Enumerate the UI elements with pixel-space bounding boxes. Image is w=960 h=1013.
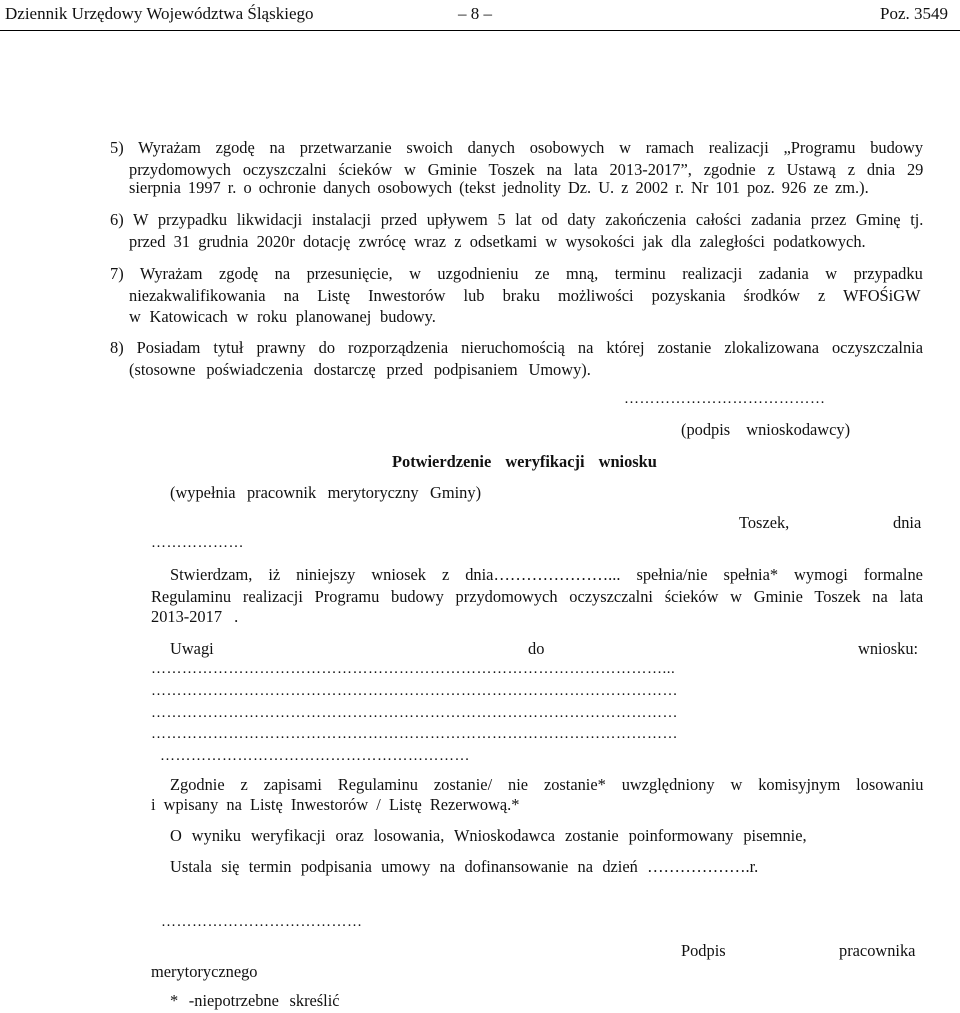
remarks-line-4: ………………………………………………………………………………………… xyxy=(151,726,678,742)
item-8-line-1: 8) Posiadam tytuł prawny do rozporządzenia nieruchomością na której zostanie zlokalizowana oczyszczalnia xyxy=(110,338,923,357)
statement-line-2: Regulaminu realizacji Programu budowy przydomowych oczyszczalni ścieków w Gminie Toszek na lata xyxy=(151,587,924,606)
date-dots: ……………… xyxy=(151,535,244,551)
remarks-label-3: wniosku: xyxy=(858,639,919,658)
lottery-statement-line-2: i wpisany na Listę Inwestorów / Listę Rezerwową.* xyxy=(151,795,520,814)
lottery-statement-line-1: Zgodnie z zapisami Regulaminu zostanie/ nie zostanie* uwzględniony w komisyjnym losowaniu xyxy=(170,775,924,794)
remarks-label-2: do xyxy=(528,639,545,658)
applicant-signature-label: (podpis wnioskodawcy) xyxy=(681,420,851,439)
worker-signature-line: ………………………………… xyxy=(161,914,363,930)
item-5-line-2: przydomowych oczyszczalni ścieków w Gminie Toszek na lata 2013-2017”, zgodnie z Ustawą z dnia 29 xyxy=(129,160,924,179)
page-number: – 8 – xyxy=(458,4,492,23)
position-number: Poz. 3549 xyxy=(880,4,948,23)
item-6-line-2: przed 31 grudnia 2020r dotację zwrócę wraz z odsetkami w wysokości jak dla zaległości podatkowych. xyxy=(129,232,866,251)
place-label: Toszek, xyxy=(739,513,790,532)
remarks-line-1: ………………………………………………………………………………………... xyxy=(151,661,676,677)
item-5-line-3: sierpnia 1997 r. o ochronie danych osobowych (tekst jednolity Dz. U. z 2002 r. Nr 101 poz. 926 ze zm.). xyxy=(129,178,869,197)
item-8-line-2: (stosowne poświadczenia dostarczę przed podpisaniem Umowy). xyxy=(129,360,591,379)
item-5-line-1: 5) Wyrażam zgodę na przetwarzanie swoich danych osobowych w ramach realizacji „Programu budowy xyxy=(110,138,924,157)
page-header xyxy=(0,0,960,31)
item-6-line-1: 6) W przypadku likwidacji instalacji przed upływem 5 lat od daty zakończenia całości zadania przez Gminę tj. xyxy=(110,210,924,229)
worker-signature-label-3: merytorycznego xyxy=(151,962,258,981)
applicant-signature-line: ………………………………… xyxy=(624,391,826,407)
remarks-line-5: …………………………………………………… xyxy=(160,748,470,764)
remarks-line-3: ………………………………………………………………………………………… xyxy=(151,705,678,721)
verification-subtitle: (wypełnia pracownik merytoryczny Gminy) xyxy=(170,483,482,502)
contract-date-statement: Ustala się termin podpisania umowy na dofinansowanie na dzień ……………….r. xyxy=(170,857,759,876)
date-label: dnia xyxy=(893,513,922,532)
item-7-line-2: niezakwalifikowania na Listę Inwestorów lub braku możliwości pozyskania środków z WFOŚiGW xyxy=(129,286,921,305)
verification-title: Potwierdzenie weryfikacji wniosku xyxy=(392,452,657,471)
item-7-line-3: w Katowicach w roku planowanej budowy. xyxy=(129,307,436,326)
journal-title: Dziennik Urzędowy Województwa Śląskiego xyxy=(5,4,314,23)
statement-line-3: 2013-2017 . xyxy=(151,607,239,626)
worker-signature-label-2: pracownika xyxy=(839,941,916,960)
worker-signature-label-1: Podpis xyxy=(681,941,726,960)
notification-statement: O wyniku weryfikacji oraz losowania, Wnioskodawca zostanie poinformowany pisemnie, xyxy=(170,826,807,845)
statement-line-1: Stwierdzam, iż niniejszy wniosek z dnia…………………... spełnia/nie spełnia* wymogi formalne xyxy=(170,565,923,584)
footnote: * -niepotrzebne skreślić xyxy=(170,991,340,1010)
item-7-line-1: 7) Wyrażam zgodę na przesunięcie, w uzgodnieniu ze mną, terminu realizacji zadania w przypadku xyxy=(110,264,923,283)
remarks-label-1: Uwagi xyxy=(170,639,214,658)
remarks-line-2: ………………………………………………………………………………………… xyxy=(151,683,678,699)
